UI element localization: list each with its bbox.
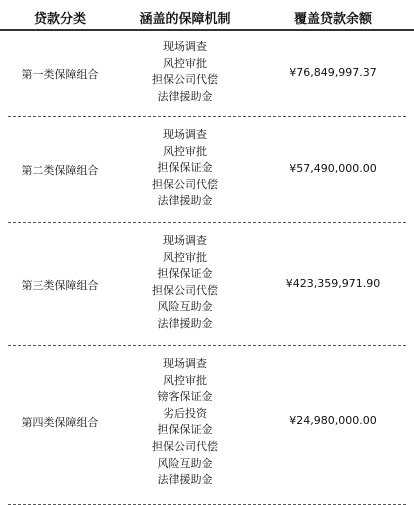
mechanism-item: 镑客保证金 — [157, 390, 213, 404]
row-amount: ¥24,980,000.00 — [289, 414, 377, 427]
mechanism-item: 担保保证金 — [157, 423, 213, 437]
mechanism-list — [120, 233, 250, 333]
mechanism-item: 担保保证金 — [157, 161, 213, 175]
mechanism-item: 劣后投资 — [163, 406, 207, 420]
mechanism-list — [120, 127, 250, 210]
mechanism-item: 风控审批 — [163, 373, 207, 387]
row-category: 第一类保障组合 — [21, 68, 99, 81]
mechanism-item: 担保公司代偿 — [152, 283, 218, 297]
mechanism-item: 现场调查 — [163, 128, 207, 141]
row-category: 第三类保障组合 — [21, 279, 99, 292]
header-mechanism: 涵盖的保障机制 — [139, 12, 231, 27]
mechanism-item: 现场调查 — [163, 40, 207, 53]
row-category: 第四类保障组合 — [21, 416, 99, 429]
header-category: 贷款分类 — [33, 12, 86, 27]
table-row — [8, 117, 406, 223]
mechanism-item: 风控审批 — [163, 144, 207, 158]
header-amount: 覆盖贷款余额 — [293, 12, 372, 27]
table-row — [8, 346, 406, 505]
mechanism-item: 现场调查 — [163, 357, 207, 370]
table-row — [8, 31, 406, 117]
row-amount: ¥57,490,000.00 — [289, 162, 377, 175]
mechanism-item: 风险互助金 — [157, 300, 213, 314]
mechanism-item: 现场调查 — [163, 234, 207, 247]
table-row — [8, 223, 406, 346]
mechanism-item: 担保公司代偿 — [152, 177, 218, 191]
row-amount: ¥423,359,971.90 — [285, 277, 381, 290]
mechanism-item: 法律援助金 — [157, 316, 213, 330]
mechanism-item: 担保公司代偿 — [152, 439, 218, 453]
mechanism-item: 法律援助金 — [157, 473, 213, 487]
row-amount: ¥76,849,997.37 — [289, 66, 377, 79]
row-category: 第二类保障组合 — [21, 164, 99, 177]
mechanism-list — [120, 356, 250, 489]
mechanism-item: 担保公司代偿 — [152, 73, 218, 87]
mechanism-item: 风控审批 — [163, 56, 207, 70]
mechanism-item: 法律援助金 — [157, 194, 213, 208]
mechanism-item: 担保保证金 — [157, 267, 213, 281]
mechanism-item: 法律援助金 — [157, 89, 213, 103]
mechanism-list — [120, 39, 250, 105]
mechanism-item: 风控审批 — [163, 250, 207, 264]
table-header — [0, 0, 414, 31]
mechanism-item: 风险互助金 — [157, 456, 213, 470]
